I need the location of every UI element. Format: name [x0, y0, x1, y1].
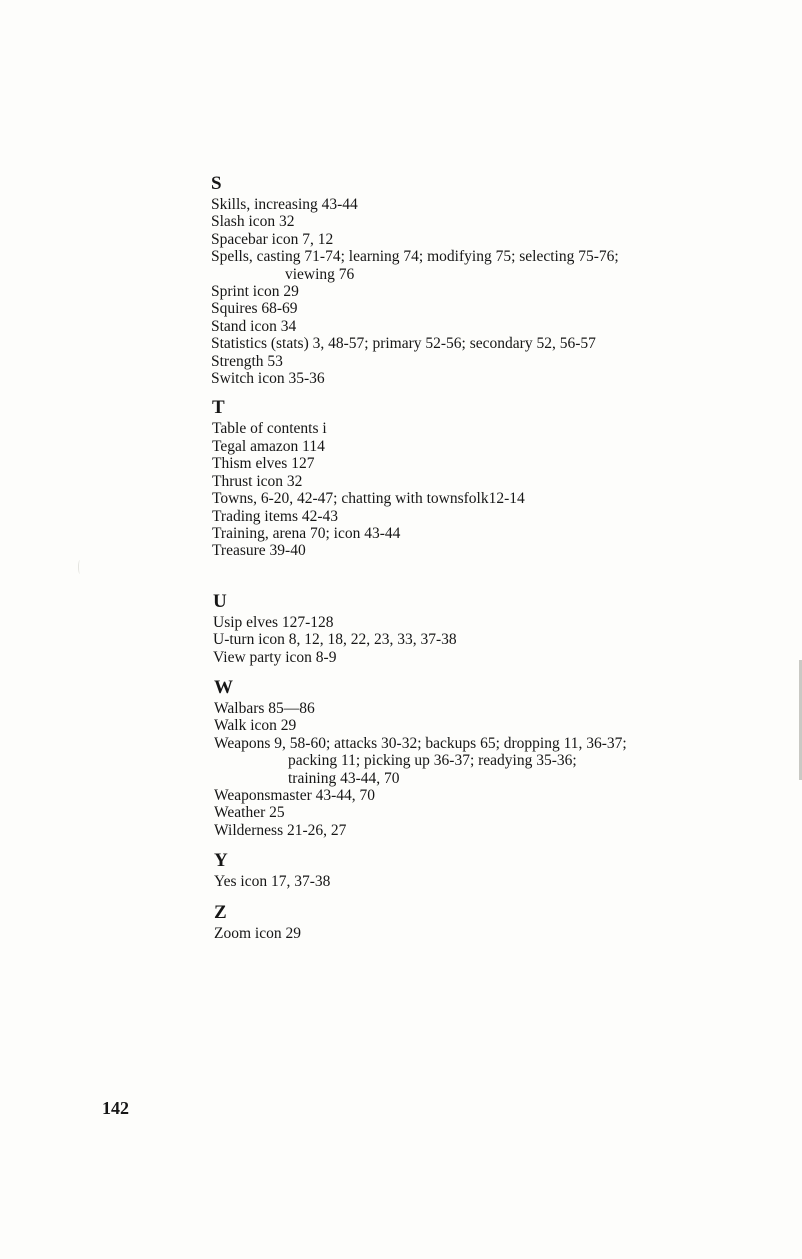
- index-entry-text: Sprint icon 29: [211, 283, 299, 301]
- index-entry: [211, 353, 771, 370]
- index-entry: [212, 542, 771, 559]
- index-entry-text: Walk icon 29: [214, 717, 297, 735]
- index-entry: [212, 508, 771, 525]
- index-entry-text: Slash icon 32: [211, 213, 295, 231]
- index-entry: [214, 717, 771, 734]
- index-entry: [214, 822, 771, 839]
- index-entry-text: Squires 68-69: [211, 300, 298, 318]
- index-section-u: [213, 591, 771, 666]
- index-entry-text: Usip elves 127-128: [213, 613, 334, 631]
- section-heading: Z: [214, 901, 227, 923]
- index-entry-text: Thrust icon 32: [212, 472, 303, 490]
- index-entry-text: Zoom icon 29: [214, 924, 301, 942]
- index-entry: [214, 700, 771, 717]
- index-entry-text: Weapons 9, 58-60; attacks 30-32; backups 65; dropping 11, 36-37;: [214, 734, 627, 752]
- index-entry-text: Walbars 85—86: [214, 699, 315, 717]
- index-entry: [214, 925, 771, 942]
- index-entry-text: Tegal amazon 114: [212, 437, 325, 455]
- index-section-w: [214, 677, 771, 839]
- section-heading: W: [214, 676, 233, 698]
- index-entry: [213, 649, 771, 666]
- index-entry-continuation: viewing 76: [285, 265, 355, 283]
- index-entry-continuation: training 43-44, 70: [288, 769, 400, 787]
- index-entry-text: Spacebar icon 7, 12: [211, 230, 334, 248]
- index-entry: [211, 231, 771, 248]
- index-entry-text: Towns, 6-20, 42-47; chatting with townsfolk12-14: [212, 490, 525, 508]
- index-section-s: [211, 173, 771, 387]
- index-entry: [214, 873, 771, 890]
- index-entry-text: Skills, increasing 43-44: [211, 196, 358, 213]
- index-entry-text: Weather 25: [214, 804, 285, 822]
- index-section-y: [214, 850, 771, 890]
- index-entry-text: Training, arena 70; icon 43-44: [212, 524, 401, 542]
- index-section-z: [214, 902, 771, 942]
- index-section-t: [212, 397, 771, 559]
- index-entry: [212, 490, 771, 507]
- index-entry: [212, 525, 771, 542]
- section-heading: U: [213, 590, 227, 612]
- index-entry: [212, 473, 771, 490]
- paper-mark: [78, 560, 82, 574]
- index-entry-text: Table of contents i: [212, 420, 327, 438]
- index-entry: [212, 420, 771, 437]
- index-entry: [213, 614, 771, 631]
- index-entry-text: Treasure 39-40: [212, 542, 306, 560]
- section-heading: S: [211, 173, 222, 194]
- index-entry-text: Weaponsmaster 43-44, 70: [214, 786, 376, 804]
- index-entry-text: U-turn icon 8, 12, 18, 22, 23, 33, 37-38: [213, 631, 457, 649]
- index-entry-text: Switch icon 35-36: [211, 370, 325, 388]
- index-entry-text: Wilderness 21-26, 27: [214, 821, 347, 839]
- index-entry: [211, 213, 771, 230]
- index-entry-text: Stand icon 34: [211, 317, 297, 335]
- index-entry: [212, 438, 771, 455]
- index-column: [211, 173, 771, 942]
- index-entry: [214, 735, 771, 787]
- index-entry: [211, 318, 771, 335]
- index-entry: [214, 804, 771, 821]
- index-entry: [213, 631, 771, 648]
- index-entry: [211, 283, 771, 300]
- index-entry-text: Trading items 42-43: [212, 507, 339, 525]
- page-number: 142: [102, 1098, 129, 1118]
- index-entry: [214, 787, 771, 804]
- index-entry: [212, 455, 771, 472]
- index-entry: [211, 300, 771, 317]
- index-entry: [211, 370, 771, 387]
- section-heading: T: [212, 397, 225, 419]
- index-entry-text: View party icon 8-9: [213, 648, 337, 666]
- index-entry-continuation: packing 11; picking up 36-37; readying 35-36;: [288, 752, 577, 770]
- index-entry-text: Yes icon 17, 37-38: [214, 873, 331, 891]
- index-entry-text: Thism elves 127: [212, 455, 315, 473]
- section-heading: Y: [214, 850, 228, 872]
- index-entry: [211, 248, 771, 283]
- index-entry-text: Spells, casting 71-74; learning 74; modifying 75; selecting 75-76;: [211, 248, 619, 266]
- index-entry-text: Statistics (stats) 3, 48-57; primary 52-56; secondary 52, 56-57: [211, 335, 596, 353]
- index-entry-text: Strength 53: [211, 352, 283, 370]
- index-entry: [211, 196, 771, 213]
- index-entry: [211, 335, 771, 352]
